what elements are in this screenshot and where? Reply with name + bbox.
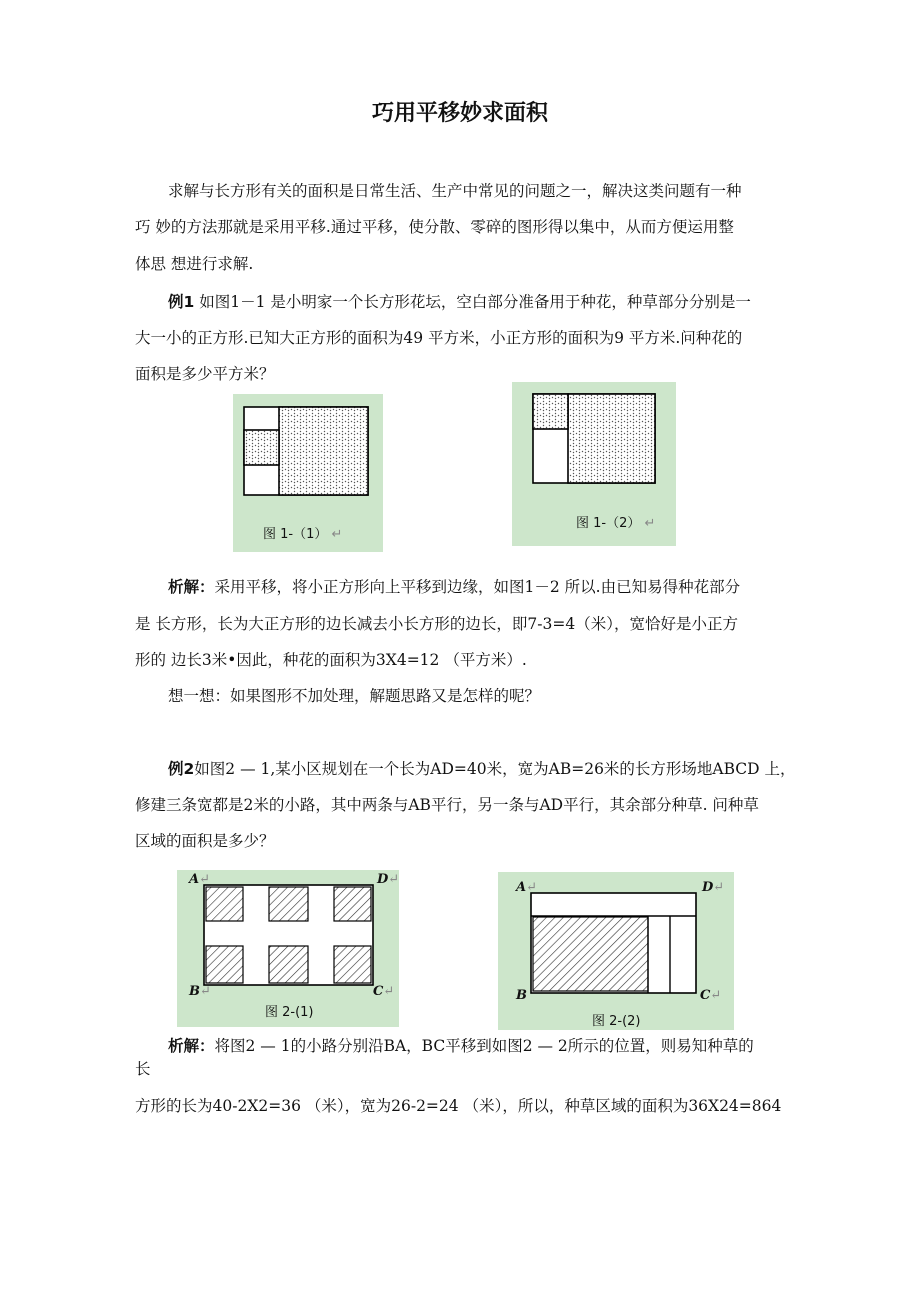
example-1-text-1: 如图1－1 是小明家一个长方形花坛，空白部分准备用于种花，种草部分分别是一 xyxy=(194,293,751,311)
example-2-line-2: 修建三条宽都是2米的小路，其中两条与AB平行，另一条与AD平行，其余部分种草. 问种草 xyxy=(135,796,759,814)
corner-a: A↵ xyxy=(189,872,210,887)
figure-1-2 xyxy=(512,382,676,546)
figure-2-1 xyxy=(177,870,399,1027)
small-square xyxy=(244,430,279,465)
figure-1-2-caption: 图 1-（2） ↵ xyxy=(576,516,656,531)
solution-2-line-3: 方形的长为40-2X2=36 （米），宽为26-2=24 （米），所以，种草区域的面积为36X24=864 xyxy=(135,1097,782,1115)
example-1-line-1 xyxy=(168,290,751,312)
grass-plot xyxy=(269,887,308,921)
example-2-line-3: 区域的面积是多少？ xyxy=(135,832,275,850)
corner-a: A↵ xyxy=(516,880,537,895)
figure-2-2 xyxy=(498,872,734,1030)
corner-c: C↵ xyxy=(373,984,395,999)
think-line: 想一想：如果图形不加处理，解题思路又是怎样的呢？ xyxy=(168,687,541,705)
example-2-label: 例2 xyxy=(168,760,195,778)
solution-1-line-3: 形的 边长3米•因此，种花的面积为3X4=12 （平方米）. xyxy=(135,651,527,669)
grass-plot xyxy=(334,946,371,983)
solution-2-line-2: 长 xyxy=(135,1060,151,1078)
figure-2-2-drawing xyxy=(498,872,734,1030)
grass-plot xyxy=(206,946,243,983)
page-title: 巧用平移妙求面积 xyxy=(371,101,548,126)
intro-line-3: 体思 想进行求解. xyxy=(135,255,254,273)
large-square xyxy=(279,407,368,495)
grass-region xyxy=(533,917,648,991)
solution-1-line-1: 析解：采用平移，将小正方形向上平移到边缘，如图1－2 所以.由已知易得种花部分 xyxy=(168,578,741,596)
corner-c: C↵ xyxy=(700,988,722,1003)
figure-1-1 xyxy=(233,394,383,552)
intro-line-2: 巧 妙的方法那就是采用平移.通过平移，使分散、零碎的图形得以集中，从而方便运用整 xyxy=(135,218,734,236)
grass-plot xyxy=(334,887,371,921)
large-square xyxy=(568,394,655,483)
example-1-line-3: 面积是多少平方米？ xyxy=(135,365,275,383)
figure-2-2-caption: 图 2-(2) xyxy=(592,1014,641,1029)
corner-d: D↵ xyxy=(702,880,725,895)
figure-2-1-caption: 图 2-(1) xyxy=(265,1005,314,1020)
grass-plot xyxy=(206,887,243,921)
corner-d: D↵ xyxy=(377,872,400,887)
solution-1-line-2: 是 长方形，长为大正方形的边长减去小长方形的边长，即7-3=4（米），宽恰好是小正方 xyxy=(135,615,738,633)
grass-plot xyxy=(269,946,308,983)
intro-line-1: 求解与长方形有关的面积是日常生活、生产中常见的问题之一，解决这类问题有一种 xyxy=(168,182,742,200)
example-1-line-2: 大一小的正方形.已知大正方形的面积为49 平方米，小正方形的面积为9 平方米.问种花的 xyxy=(135,329,743,347)
example-2-line-1: 例2如图2 — 1,某小区规划在一个长为AD=40米，宽为AB=26米的长方形场地ABCD 上， xyxy=(168,760,796,778)
figure-1-1-caption: 图 1-（1） ↵ xyxy=(263,527,343,542)
example-1-label: 例1 xyxy=(168,293,195,311)
solution-2-line-1: 析解：将图2 — 1的小路分别沿BA，BC平移到如图2 — 2所示的位置，则易知种草的 xyxy=(168,1037,754,1055)
corner-b: B↵ xyxy=(189,984,211,999)
corner-b: B xyxy=(516,988,527,1003)
small-square xyxy=(533,394,568,429)
solution-1-label: 析解： xyxy=(168,578,215,596)
solution-2-label: 析解： xyxy=(168,1037,215,1055)
